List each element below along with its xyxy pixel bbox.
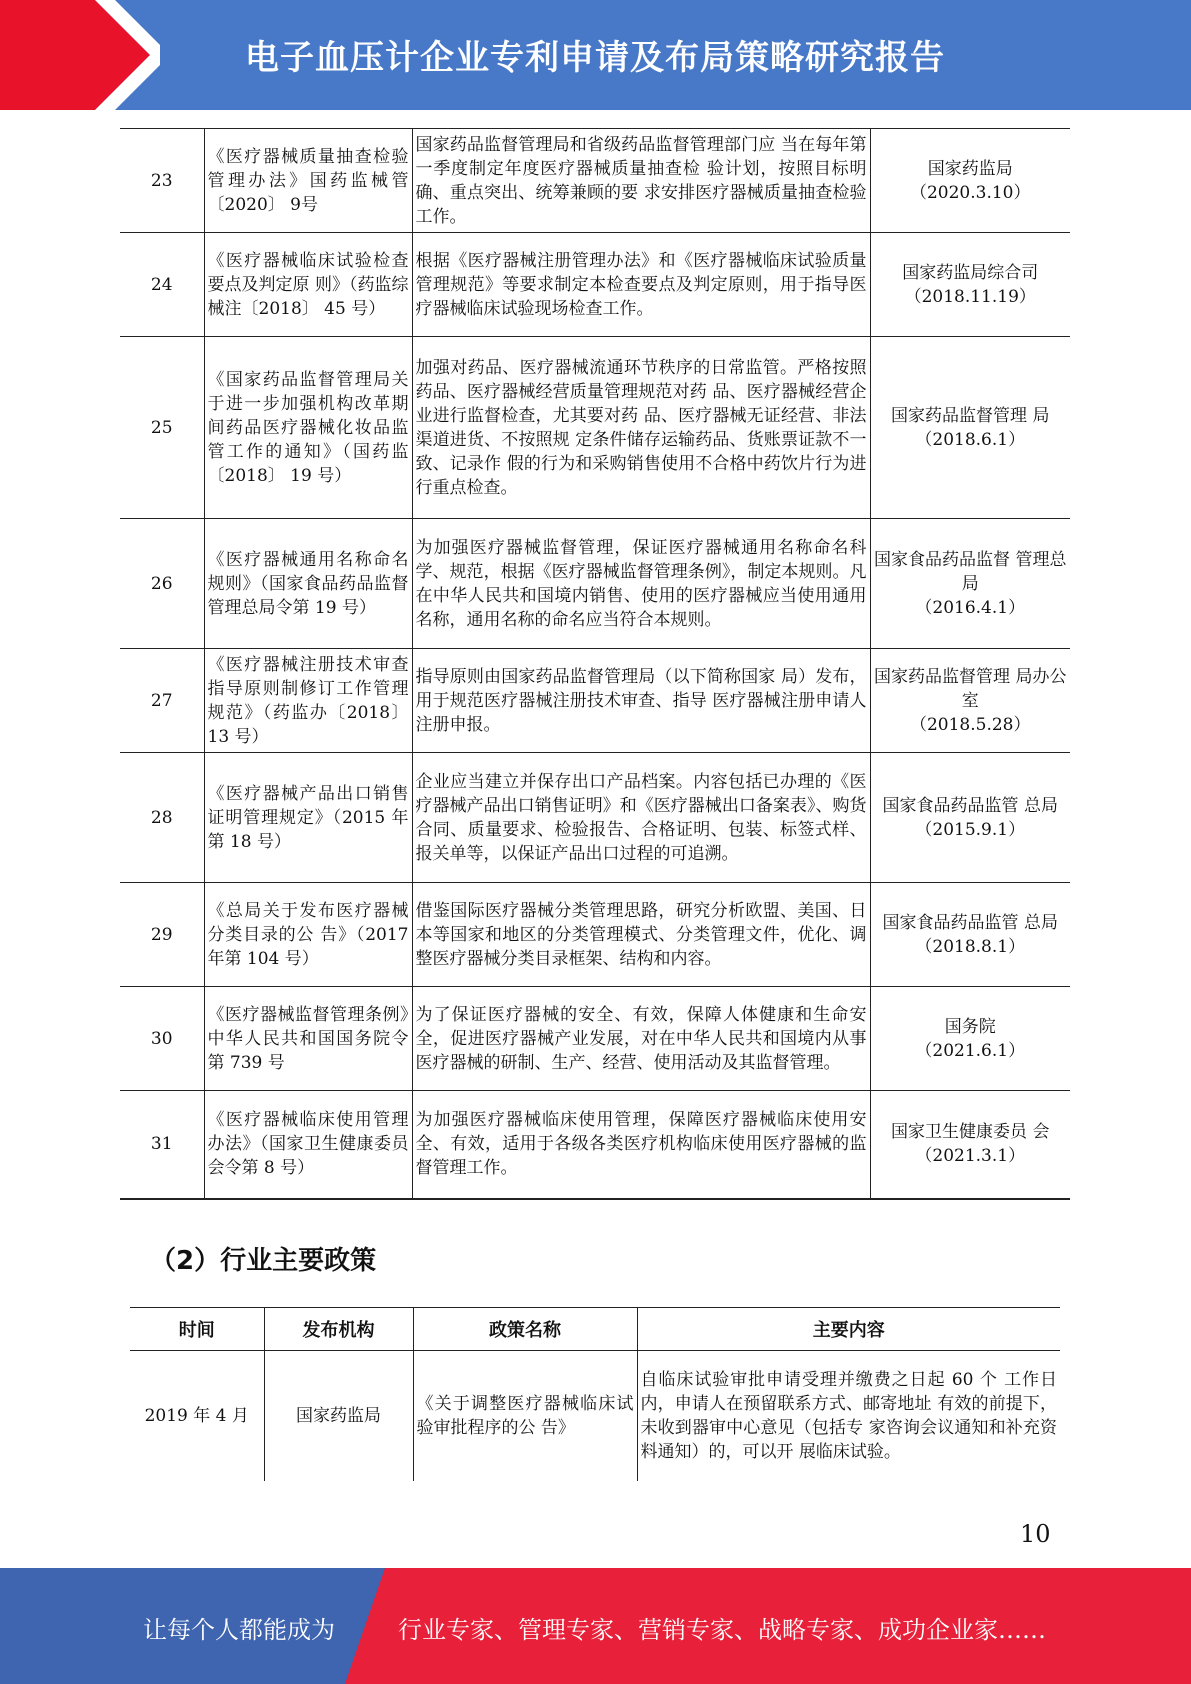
table-row xyxy=(120,129,1070,233)
regulation-date: （2018.5.28） xyxy=(909,714,1031,735)
footer-slogan-left: 让每个人都能成为 xyxy=(143,1616,335,1644)
regulation-name: 《医疗器械产品出口销售证明管理规定》（2015 年第 18 号） xyxy=(204,753,412,883)
section-heading: （2）行业主要政策 xyxy=(150,1246,377,1276)
regulation-issuer-cell xyxy=(870,233,1070,337)
policy-name: 《关于调整医疗器械临床试验审批程序的公 告》 xyxy=(413,1351,637,1481)
column-header-time: 时间 xyxy=(130,1308,264,1351)
regulation-issuer-cell xyxy=(870,649,1070,753)
column-header-policy-name: 政策名称 xyxy=(413,1308,637,1351)
header-chevron-decoration xyxy=(0,0,160,110)
policy-content: 自临床试验审批申请受理并缴费之日起 60 个 工作日内，申请人在预留联系方式、邮寄地址 有效的前提下，未收到器审中心意见（包括专 家咨询会议通知和补充资料通知）的，可以开 展临床试验。 xyxy=(637,1351,1060,1481)
table-row xyxy=(120,337,1070,519)
regulation-date: （2021.3.1） xyxy=(915,1146,1026,1167)
table-row xyxy=(120,753,1070,883)
regulation-issuer: 国家药品监督管理 局办公室 xyxy=(874,666,1067,711)
regulation-number: 28 xyxy=(120,753,204,883)
regulation-issuer: 国家卫生健康委员 会 xyxy=(891,1122,1050,1143)
regulation-issuer-cell xyxy=(870,883,1070,987)
regulation-content: 借鉴国际医疗器械分类管理思路，研究分析欧盟、美国、日本等国家和地区的分类管理模式、分类管理文件，优化、调整医疗器械分类目录框架、结构和内容。 xyxy=(412,883,870,987)
regulation-number: 26 xyxy=(120,519,204,649)
regulation-issuer: 国家食品药品监管 总局 xyxy=(882,912,1058,933)
regulation-issuer: 国家食品药品监管 总局 xyxy=(882,795,1058,816)
regulation-content: 指导原则由国家药品监督管理局（以下简称国家 局）发布，用于规范医疗器械注册技术审查、指导 医疗器械注册申请人注册申报。 xyxy=(412,649,870,753)
regulation-name: 《医疗器械通用名称命名规则》（国家食品药品监督管理总局令第 19 号） xyxy=(204,519,412,649)
regulation-date: （2018.6.1） xyxy=(915,429,1026,450)
policy-org: 国家药监局 xyxy=(264,1351,413,1481)
regulation-number: 30 xyxy=(120,987,204,1091)
regulation-number: 23 xyxy=(120,129,204,233)
regulation-number: 31 xyxy=(120,1091,204,1199)
regulation-number: 25 xyxy=(120,337,204,519)
table-row xyxy=(130,1351,1060,1481)
page-header xyxy=(0,0,1191,110)
table-row xyxy=(120,987,1070,1091)
regulation-name: 《医疗器械临床使用管理办法》（国家卫生健康委员会令第 8 号） xyxy=(204,1091,412,1199)
table-row xyxy=(120,883,1070,987)
footer-slogan-right: 行业专家、管理专家、营销专家、战略专家、成功企业家…… xyxy=(398,1616,1046,1644)
policy-time: 2019 年 4 月 xyxy=(130,1351,264,1481)
table-row xyxy=(120,649,1070,753)
regulation-content: 企业应当建立并保存出口产品档案。内容包括已办理的《医疗器械产品出口销售证明》和《医疗器械出口备案表》、购货合同、质量要求、检验报告、合格证明、包装、标签式样、报关单等，以保证产品出口过程的可追溯。 xyxy=(412,753,870,883)
regulation-content: 根据《医疗器械注册管理办法》和《医疗器械临床试验质量管理规范》等要求制定本检查要点及判定原则，用于指导医疗器械临床试验现场检查工作。 xyxy=(412,233,870,337)
regulation-issuer-cell xyxy=(870,337,1070,519)
regulation-content: 为加强医疗器械监督管理，保证医疗器械通用名称命名科学、规范，根据《医疗器械监督管理条例》，制定本规则。凡在中华人民共和国境内销售、使用的医疗器械应当使用通用名称，通用名称的命名应当符合本规则。 xyxy=(412,519,870,649)
regulation-content: 国家药品监督管理局和省级药品监督管理部门应 当在每年第一季度制定年度医疗器械质量抽查检 验计划，按照目标明确、重点突出、统筹兼顾的要 求安排医疗器械质量抽查检验工作。 xyxy=(412,129,870,233)
regulation-issuer: 国家药品监督管理 局 xyxy=(891,405,1050,426)
column-header-org: 发布机构 xyxy=(264,1308,413,1351)
column-header-content: 主要内容 xyxy=(637,1308,1060,1351)
table-row xyxy=(120,519,1070,649)
regulation-date: （2021.6.1） xyxy=(915,1040,1026,1061)
regulation-content: 为加强医疗器械临床使用管理，保障医疗器械临床使用安全、有效，适用于各级各类医疗机构临床使用医疗器械的监督管理工作。 xyxy=(412,1091,870,1199)
regulation-name: 《医疗器械质量抽查检验管理办法》国药监械管〔2020〕 9号 xyxy=(204,129,412,233)
regulation-name: 《总局关于发布医疗器械分类目录的公 告》（2017 年第 104 号） xyxy=(204,883,412,987)
regulation-date: （2015.9.1） xyxy=(915,819,1026,840)
regulation-name: 《国家药品监督管理局关于进一步加强机构改革期间药品医疗器械化妆品监管工作的通知》（国药监〔2018〕 19 号） xyxy=(204,337,412,519)
regulation-number: 29 xyxy=(120,883,204,987)
report-title: 电子血压计企业专利申请及布局策略研究报告 xyxy=(245,38,945,78)
regulation-issuer-cell xyxy=(870,987,1070,1091)
regulation-name: 《医疗器械临床试验检查要点及判定原 则》（药监综械注〔2018〕 45 号） xyxy=(204,233,412,337)
regulation-content: 为了保证医疗器械的安全、有效，保障人体健康和生命安全，促进医疗器械产业发展，对在中华人民共和国境内从事医疗器械的研制、生产、经营、使用活动及其监督管理。 xyxy=(412,987,870,1091)
page-footer xyxy=(0,1568,1191,1684)
regulation-issuer-cell xyxy=(870,129,1070,233)
regulation-number: 27 xyxy=(120,649,204,753)
table-row xyxy=(120,233,1070,337)
regulation-issuer-cell xyxy=(870,753,1070,883)
regulation-date: （2020.3.10） xyxy=(909,182,1031,203)
table-row xyxy=(120,1091,1070,1199)
page-number: 10 xyxy=(1020,1520,1051,1548)
regulation-name: 《医疗器械监督管理条例》中华人民共和国国务院令第 739 号 xyxy=(204,987,412,1091)
regulation-issuer-cell xyxy=(870,1091,1070,1199)
regulation-date: （2016.4.1） xyxy=(915,597,1026,618)
regulation-date: （2018.8.1） xyxy=(915,936,1026,957)
regulations-table xyxy=(120,128,1070,1200)
regulation-issuer: 国家药监局综合司 xyxy=(902,262,1039,283)
regulation-issuer-cell xyxy=(870,519,1070,649)
policy-table xyxy=(130,1307,1060,1481)
regulation-issuer: 国务院 xyxy=(944,1016,996,1037)
regulation-issuer: 国家药监局 xyxy=(927,158,1013,179)
regulation-date: （2018.11.19） xyxy=(904,286,1036,307)
regulation-number: 24 xyxy=(120,233,204,337)
regulation-issuer: 国家食品药品监督 管理总局 xyxy=(874,549,1067,594)
regulation-content: 加强对药品、医疗器械流通环节秩序的日常监管。严格按照药品、医疗器械经营质量管理规范对药 品、医疗器械经营企业进行监督检查，尤其要对药 品、医疗器械无证经营、非法渠道进货、不按照规 定条件储存运输药品、货账票证款不一致、记录作 假的行为和采购销售使用不合格中药饮片行为进 行重点检查。 xyxy=(412,337,870,519)
regulation-name: 《医疗器械注册技术审查指导原则制修订工作管理规范》（药监办〔2018〕13 号） xyxy=(204,649,412,753)
